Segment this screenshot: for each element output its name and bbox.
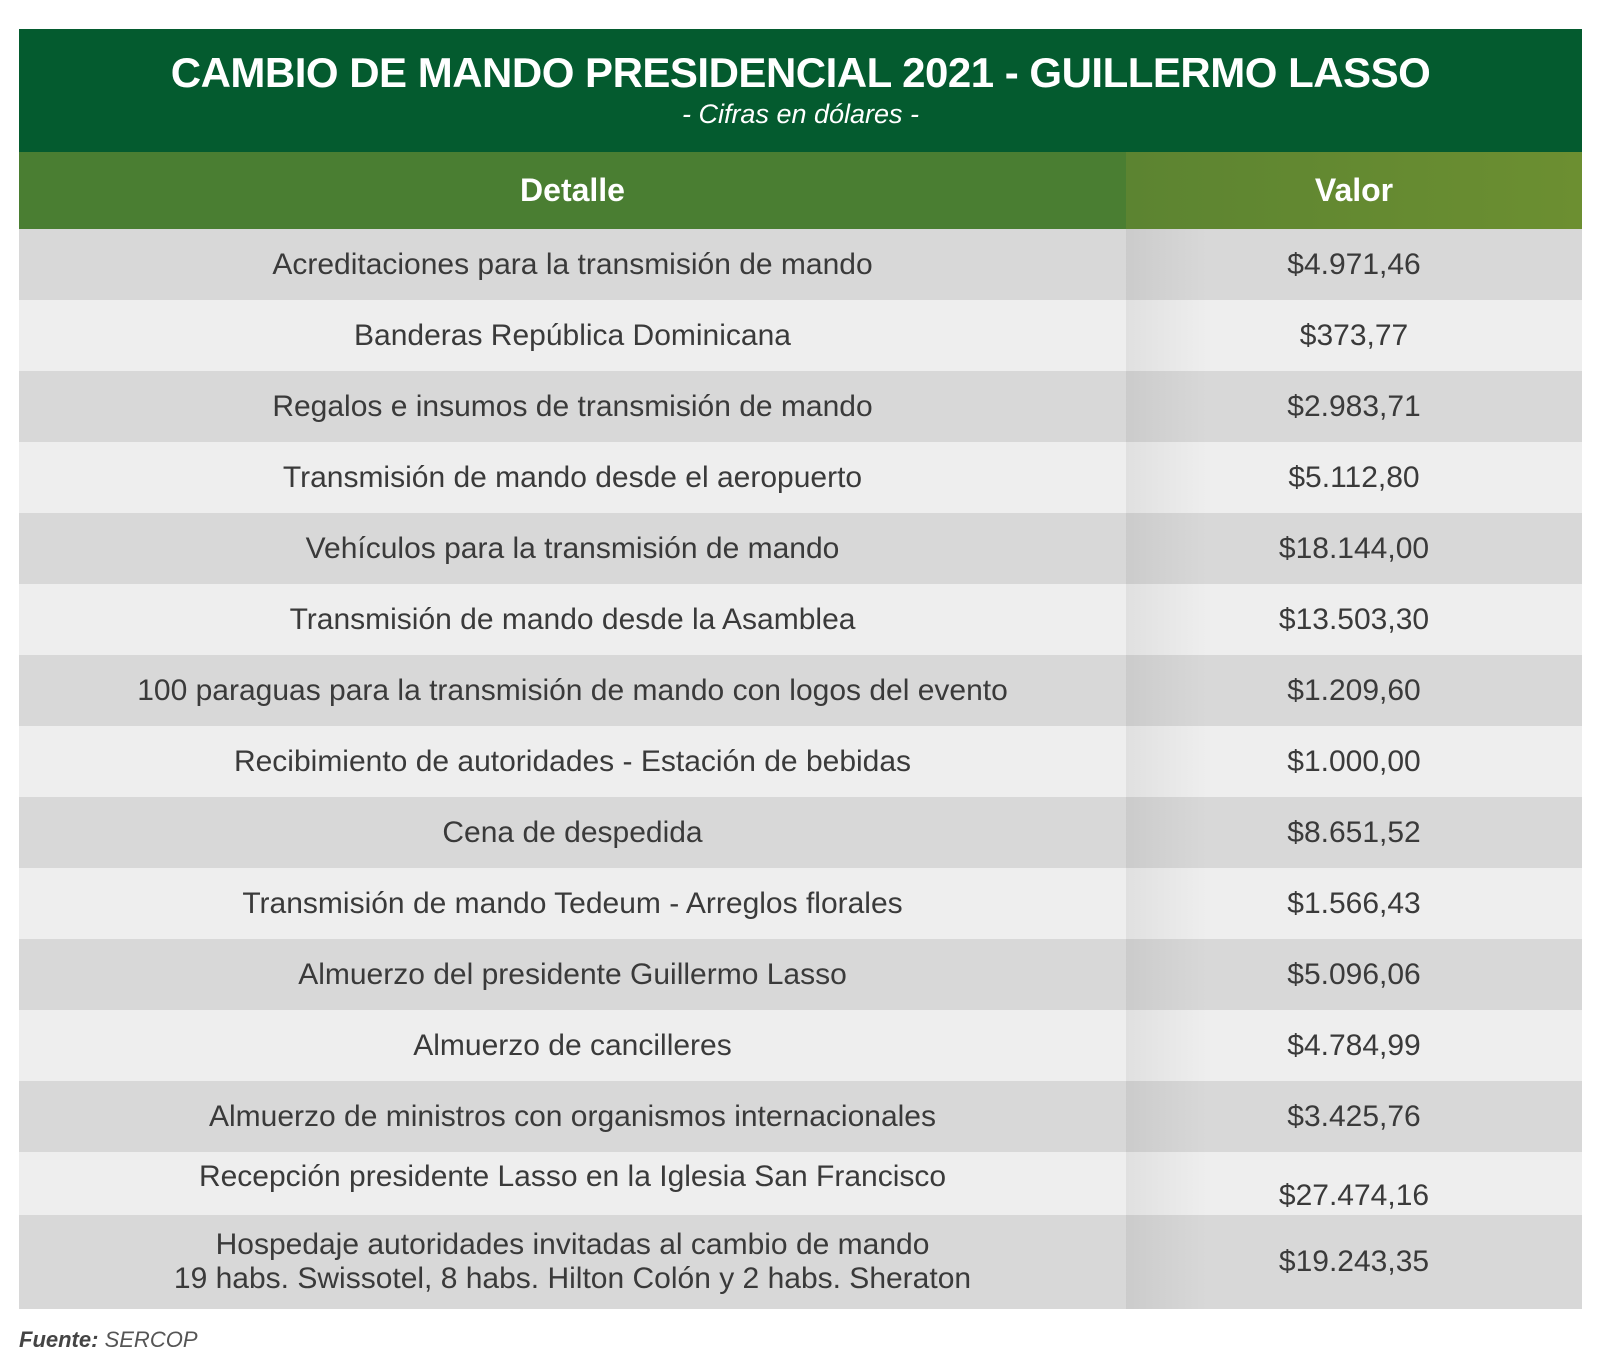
cost-table-card <box>19 29 1582 1309</box>
row-detalle: Transmisión de mando Tedeum - Arreglos florales <box>242 886 903 920</box>
row-detalle-line1: Hospedaje autoridades invitadas al cambio de mando <box>215 1228 930 1261</box>
table-row <box>19 1081 1582 1152</box>
title-bar <box>19 29 1582 152</box>
row-detalle: Recibimiento de autoridades - Estación de bebidas <box>233 744 912 778</box>
row-valor: $5.096,06 <box>1126 939 1582 1010</box>
row-valor: $5.112,80 <box>1126 442 1582 513</box>
row-detalle: Acreditaciones para la transmisión de mando <box>272 247 873 281</box>
source-label: Fuente: <box>19 1327 99 1352</box>
table-row <box>19 513 1582 584</box>
row-valor: $18.144,00 <box>1126 513 1582 584</box>
row-valor: $2.983,71 <box>1126 371 1582 442</box>
table-row <box>19 939 1582 1010</box>
row-detalle-lines <box>174 1228 971 1296</box>
row-valor: $13.503,30 <box>1126 584 1582 655</box>
table-row <box>19 655 1582 726</box>
table-row <box>19 868 1582 939</box>
table-row <box>19 442 1582 513</box>
table-row <box>19 584 1582 655</box>
row-detalle: Transmisión de mando desde la Asamblea <box>289 602 856 636</box>
row-valor: $4.971,46 <box>1126 229 1582 300</box>
table-row <box>19 726 1582 797</box>
row-valor: $1.000,00 <box>1126 726 1582 797</box>
source-note <box>19 1327 198 1353</box>
row-detalle: Vehículos para la transmisión de mando <box>305 531 840 565</box>
row-detalle: Almuerzo de cancilleres <box>413 1028 732 1062</box>
table-row <box>19 1215 1582 1309</box>
row-valor: $373,77 <box>1126 300 1582 371</box>
header-detalle: Detalle <box>19 152 1126 229</box>
row-detalle: Transmisión de mando desde el aeropuerto <box>282 460 863 494</box>
row-detalle: Cena de despedida <box>442 815 703 849</box>
row-detalle: Almuerzo del presidente Guillermo Lasso <box>298 957 847 991</box>
row-valor: $27.474,16 <box>1126 1152 1582 1215</box>
row-detalle: Regalos e insumos de transmisión de mando <box>272 389 873 423</box>
header-valor: Valor <box>1126 152 1582 229</box>
table-row <box>19 1010 1582 1081</box>
row-detalle: Recepción presidente Lasso en la Iglesia San Francisco <box>198 1160 947 1193</box>
row-detalle: 100 paraguas para la transmisión de mando con logos del evento <box>137 673 1008 707</box>
table-row <box>19 1152 1582 1215</box>
table-row <box>19 229 1582 300</box>
table-row <box>19 797 1582 868</box>
table-header-row <box>19 152 1582 229</box>
row-detalle-line2: 19 habs. Swissotel, 8 habs. Hilton Colón y 2 habs. Sheraton <box>173 1262 972 1295</box>
table-title: CAMBIO DE MANDO PRESIDENCIAL 2021 - GUILLERMO LASSO <box>170 49 1431 96</box>
row-detalle: Almuerzo de ministros con organismos internacionales <box>208 1099 936 1133</box>
table-row <box>19 371 1582 442</box>
row-detalle: Banderas República Dominicana <box>354 318 791 352</box>
row-valor: $8.651,52 <box>1126 797 1582 868</box>
row-detalle <box>19 1215 1126 1309</box>
row-valor: $1.209,60 <box>1126 655 1582 726</box>
source-value: SERCOP <box>104 1327 198 1352</box>
row-valor: $4.784,99 <box>1126 1010 1582 1081</box>
table-row <box>19 300 1582 371</box>
row-valor: $19.243,35 <box>1126 1215 1582 1309</box>
row-valor: $3.425,76 <box>1126 1081 1582 1152</box>
row-valor: $1.566,43 <box>1126 868 1582 939</box>
table-subtitle: - Cifras en dólares - <box>681 99 920 129</box>
